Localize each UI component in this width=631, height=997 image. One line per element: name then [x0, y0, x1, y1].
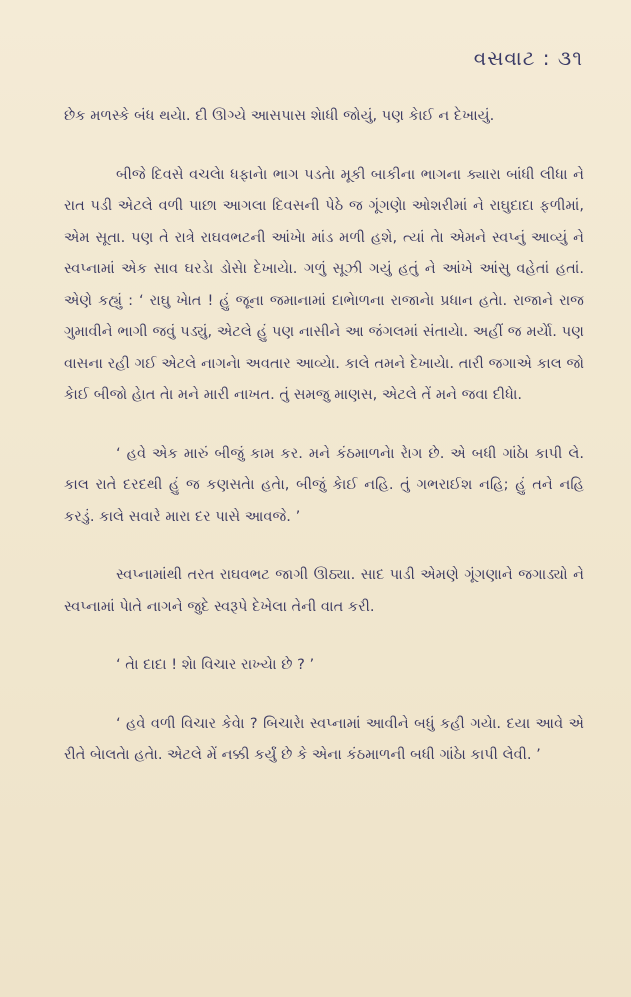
paragraph-4: સ્વપ્નામાંથી તરત રાઘવભટ જાગી ઊઠ્યા. સાદ પાડી એમણે ગૂંગણાને જગાડ્યો ને સ્વપ્નામાં પેાતે નાગને જુદે સ્વરૂપે દેખેલા તેની વાત કરી.	[64, 566, 584, 615]
running-header: વસવાટ : ૩૧	[473, 46, 583, 70]
paragraph-6: ‘ હવે વળી વિચાર કેવેા ? બિચારેા સ્વપ્નામાં આવીને બધું કહી ગયેા. દયા આવે એ રીતે બેાલતેા હતેા. એટલે મેં નક્કી કર્યું છે કે એના કંઠમાળની બધી ગાંઠેા કાપી લેવી. ’	[64, 714, 584, 763]
paragraph-spacer	[64, 532, 584, 559]
paragraph-spacer	[64, 622, 584, 649]
paragraph-2: બીજે દિવસે વચલેા ધફાનેા ભાગ પડતેા મૂકી બાકીના ભાગના ક્યારા બાંધી લીધા ને રાત પડી એટલે વળી પાછા આગલા દિવસની પેઠે જ ગૂંગણેા ઓશરીમાં ને રાઘુદાદા ફળીમાં, એમ સૂતા. પણ તે રાત્રે રાઘવભટની આંખેા માંડ મળી હશે, ત્યાં તેા એમને સ્વપ્નું આવ્યું ને સ્વપ્નામાં એક સાવ ઘરડેા ડોસેા દેખાયેા. ગળું સૂઝી ગયું હતું ને આંખે આંસુ વહેતાં હતાં. એણે કહ્યું : ‘ રાઘુ ખેાત ! હું જૂના જમાનામાં દાભેાળના રાજાનેા પ્રધાન હતેા. રાજાને રાજ ગુમાવીને ભાગી જવું પડ્યું, એટલે હું પણ નાસીને આ જંગલમાં સંતાયેા. અહીં જ મર્યેા. પણ વાસના રહી ગઈ એટલે નાગનેા અવતાર આવ્યેા. કાલે તમને દેખાયેા. તારી જગાએ કાલ જો કેાઈ બીજો હેાત તેા મને મારી નાખત. તું સમજુ માણસ, એટલે તેં મને જવા દીધેા.	[64, 165, 584, 403]
paragraph-spacer	[64, 132, 584, 159]
page-body	[64, 100, 584, 771]
paragraph-5: ‘ તેા દાદા ! શેા વિચાર રાખ્યેા છે ? ’	[116, 656, 315, 673]
paragraph-spacer	[64, 411, 584, 438]
paragraph-1: છેક મળસ્કે બંધ થયેા. દી ઊગ્યે આસપાસ શેાધી જોયું, પણ કેાઈ ન દેખાયું.	[64, 107, 495, 124]
paragraph-spacer	[64, 681, 584, 708]
paragraph-3: ‘ હવે એક મારું બીજું કામ કર. મને કંઠમાળનેા રેાગ છે. એ બધી ગાંઠેા કાપી લે. કાલ રાતે દરદથી હું જ કણસતેા હતેા, બીજું કેાઈ નહિ. તું ગભરાઈશ નહિ; હું તને નહિ કરડું. કાલે સવારે મારા દર પાસે આવજે. ’	[64, 444, 584, 525]
